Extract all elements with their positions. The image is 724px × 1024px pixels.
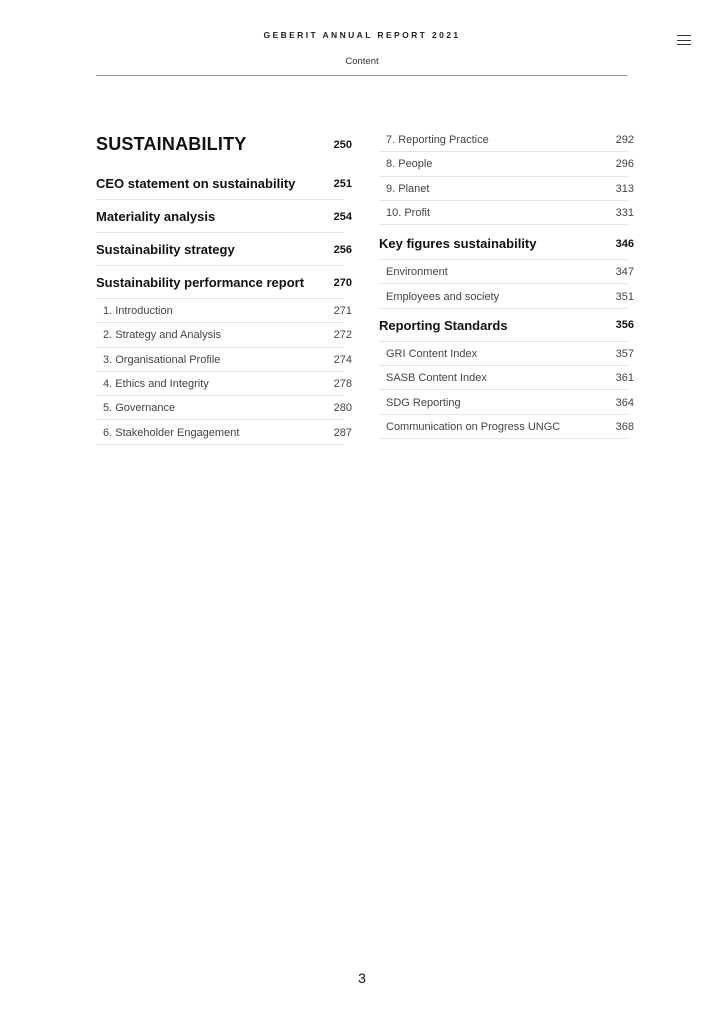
toc-page: 346 <box>615 237 634 250</box>
toc-label: Materiality analysis <box>96 209 216 224</box>
toc-subitem[interactable] <box>379 342 634 366</box>
toc-subitem[interactable] <box>379 177 634 201</box>
toc-page: 251 <box>333 177 352 190</box>
toc-subitem[interactable] <box>379 152 634 176</box>
toc-page: 274 <box>333 353 352 366</box>
toc-label: SDG Reporting <box>386 396 461 409</box>
toc-label: 4. Ethics and Integrity <box>103 378 209 391</box>
report-title: GEBERIT ANNUAL REPORT 2021 <box>263 30 461 40</box>
toc-subitem[interactable] <box>96 420 352 444</box>
toc-page: 296 <box>615 158 634 171</box>
toc-page: 347 <box>615 266 634 279</box>
toc-section-materiality[interactable] <box>96 200 352 233</box>
toc-major-sustainability[interactable] <box>96 128 352 161</box>
toc-label: 6. Stakeholder Engagement <box>103 426 240 439</box>
toc-page: 272 <box>333 329 352 342</box>
toc-page: 278 <box>333 378 352 391</box>
toc-section-strategy[interactable] <box>96 233 352 266</box>
toc-subitem[interactable] <box>379 128 634 152</box>
toc-label: Reporting Standards <box>379 317 508 333</box>
toc-right-column <box>379 128 634 439</box>
toc-label: GRI Content Index <box>386 347 478 360</box>
toc-subitem[interactable] <box>96 323 352 347</box>
toc-page: 361 <box>615 372 634 385</box>
toc-page: 270 <box>333 276 352 289</box>
toc-page: 254 <box>333 210 352 223</box>
page-number: 3 <box>358 970 366 986</box>
toc-section-key-figures[interactable] <box>379 227 634 260</box>
toc-label: 2. Strategy and Analysis <box>103 329 222 342</box>
toc-page: 331 <box>615 207 634 220</box>
toc-page: 250 <box>333 138 352 151</box>
header-divider <box>96 75 627 76</box>
toc-label: Environment <box>386 266 448 279</box>
toc-page: 271 <box>333 305 352 318</box>
toc-subitem[interactable] <box>96 299 352 323</box>
toc-label: CEO statement on sustainability <box>96 176 296 191</box>
toc-subitem[interactable] <box>96 372 352 396</box>
toc-label: 10. Profit <box>386 207 431 220</box>
toc-section-performance-report[interactable] <box>96 266 352 299</box>
toc-label: Sustainability performance report <box>96 275 305 290</box>
toc-subitem[interactable] <box>379 415 634 439</box>
toc-section-ceo-statement[interactable] <box>96 167 352 200</box>
toc-label: 8. People <box>386 158 433 171</box>
toc-section-reporting-standards[interactable] <box>379 309 634 342</box>
toc-subitem[interactable] <box>379 284 634 308</box>
toc-label: SUSTAINABILITY <box>96 134 247 154</box>
toc-page: 280 <box>333 402 352 415</box>
toc-label: SASB Content Index <box>386 372 487 385</box>
toc-label: Key figures sustainability <box>379 236 537 252</box>
toc-label: 9. Planet <box>386 182 430 195</box>
toc-label: 5. Governance <box>103 402 176 415</box>
toc-page: 357 <box>615 347 634 360</box>
toc-page: 356 <box>615 319 634 332</box>
toc-left-column <box>96 128 352 445</box>
toc-subitem[interactable] <box>379 366 634 390</box>
toc-label: Communication on Progress UNGC <box>386 420 561 433</box>
toc-page: 351 <box>615 290 634 303</box>
toc-label: 7. Reporting Practice <box>386 134 489 147</box>
toc-subitem[interactable] <box>96 348 352 372</box>
toc-subitem[interactable] <box>379 201 634 225</box>
toc-page: 287 <box>333 426 352 439</box>
toc-label: Sustainability strategy <box>96 242 235 257</box>
toc-page: 364 <box>615 396 634 409</box>
toc-subitem[interactable] <box>379 390 634 414</box>
toc-label: 1. Introduction <box>103 305 173 318</box>
toc-page: 368 <box>615 420 634 433</box>
toc-label: Employees and society <box>386 290 500 303</box>
hamburger-menu-icon[interactable] <box>677 34 691 46</box>
toc-label: 3. Organisational Profile <box>103 353 221 366</box>
page-subtitle: Content <box>345 56 379 67</box>
toc-page: 313 <box>615 182 634 195</box>
toc-page: 292 <box>615 134 634 147</box>
toc-subitem[interactable] <box>96 396 352 420</box>
toc-page: 256 <box>333 243 352 256</box>
toc-subitem[interactable] <box>379 260 634 284</box>
